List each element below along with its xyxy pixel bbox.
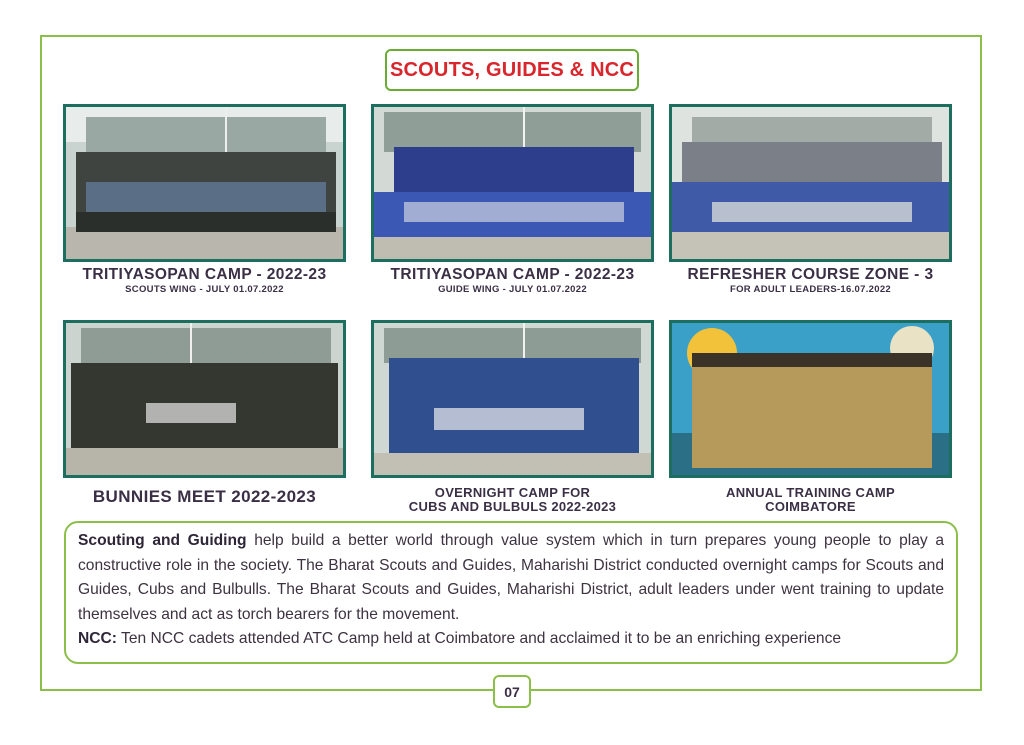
photo-bunnies-meet <box>63 320 346 478</box>
subcaption-guides-camp: GUIDE WING - JULY 01.07.2022 <box>438 284 587 295</box>
page-number-text: 07 <box>504 683 520 700</box>
scouting-lead: Scouting and Guiding <box>78 532 247 549</box>
description-box <box>64 521 958 664</box>
group-photo-ncc-cadets <box>672 323 949 475</box>
caption-ncc-training <box>669 486 952 514</box>
ncc-paragraph <box>78 627 944 652</box>
caption-scouts-camp: TRITIYASOPAN CAMP - 2022-23 <box>82 266 327 283</box>
caption-overnight-camp <box>371 486 654 514</box>
page-number <box>493 675 531 708</box>
scouting-paragraph <box>78 529 944 627</box>
subcaption-scouts-camp: SCOUTS WING - JULY 01.07.2022 <box>125 284 284 295</box>
caption-bunnies-meet: BUNNIES MEET 2022-2023 <box>92 487 317 506</box>
caption-refresher-course: REFRESHER COURSE ZONE - 3 <box>687 266 934 283</box>
caption-guides-camp: TRITIYASOPAN CAMP - 2022-23 <box>390 266 635 283</box>
photo-ncc-training <box>669 320 952 478</box>
page-title: SCOUTS, GUIDES & NCC <box>389 58 635 81</box>
caption-overnight-line1: OVERNIGHT CAMP FOR <box>434 485 591 500</box>
photo-overnight-camp <box>371 320 654 478</box>
scouting-text: help build a better world through value system which in turn prepares young people to play a constructive role in the society. The Bharat Scouts and Guides, Maharishi District conducted overnight camps for Scouts and Guides, Cubs and Bulbulls. The Bharat Scouts and Guides, Maharishi District, adult leaders under went training to update themselves and act as torch bearers for the movement. <box>78 532 945 623</box>
photo-refresher-course <box>669 104 952 262</box>
ncc-text: Ten NCC cadets attended ATC Camp held at Coimbatore and acclaimed it to be an enriching experience <box>116 630 842 647</box>
group-photo-cubs-bulbuls <box>374 323 651 475</box>
group-photo-scouts <box>66 107 343 259</box>
group-photo-guides <box>374 107 651 259</box>
group-photo-adult-leaders <box>672 107 949 259</box>
photo-guides-camp <box>371 104 654 262</box>
photo-scouts-camp <box>63 104 346 262</box>
ncc-label: NCC: <box>78 630 117 647</box>
group-photo-bunnies <box>66 323 343 475</box>
caption-ncc-line1: ANNUAL TRAINING CAMP <box>726 485 895 500</box>
caption-ncc-line2: COIMBATORE <box>765 499 856 514</box>
caption-overnight-line2: CUBS AND BULBULS 2022-2023 <box>408 499 617 514</box>
title-banner <box>385 49 639 91</box>
subcaption-refresher-course: FOR ADULT LEADERS-16.07.2022 <box>730 284 891 295</box>
